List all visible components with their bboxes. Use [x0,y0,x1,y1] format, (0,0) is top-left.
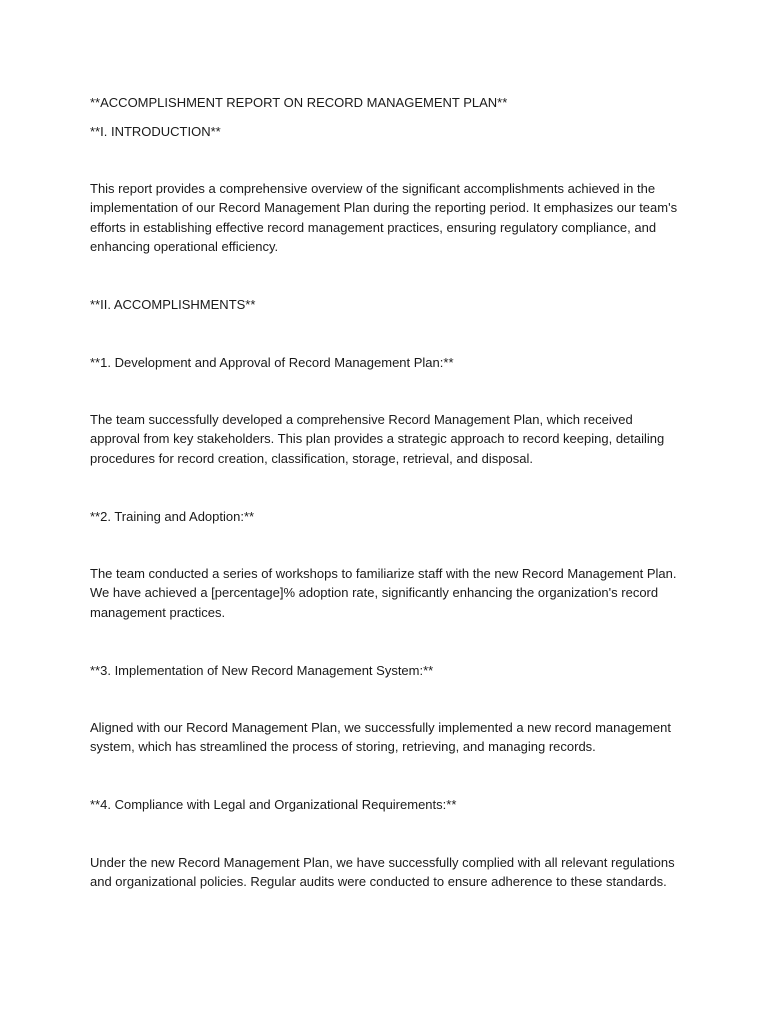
intro-heading: **I. INTRODUCTION** [90,124,221,139]
item-2-paragraph: The team conducted a series of workshops to familiarize staff with the new Record Management Plan. We have achieved a [percentage]% adoption rate, significantly enhancing the organization's record management practices. [90,566,677,620]
item-3-paragraph: Aligned with our Record Management Plan, we successfully implemented a new record management system, which has streamlined the process of storing, retrieving, and managing records. [90,720,671,755]
accomplishments-heading: **II. ACCOMPLISHMENTS** [90,297,256,312]
item-4-paragraph: Under the new Record Management Plan, we have successfully complied with all relevant regulations and organizational policies. Regular audits were conducted to ensure adherence to these standards. [90,855,675,890]
item-3-heading: **3. Implementation of New Record Management System:** [90,663,434,678]
item-1-paragraph: The team successfully developed a comprehensive Record Management Plan, which received approval from key stakeholders. This plan provides a strategic approach to record keeping, detailing procedures for record creation, classification, storage, retrieval, and disposal. [90,412,665,466]
item-4-heading: **4. Compliance with Legal and Organizational Requirements:** [90,797,457,812]
document-title: **ACCOMPLISHMENT REPORT ON RECORD MANAGEMENT PLAN** [90,95,508,110]
intro-paragraph: This report provides a comprehensive overview of the significant accomplishments achieved in the implementation of our Record Management Plan during the reporting period. It emphasizes our team's efforts in establishing effective record management practices, ensuring regulatory compliance, and enhancing operational efficiency. [90,181,678,255]
item-1-heading: **1. Development and Approval of Record Management Plan:** [90,355,454,370]
item-2-heading: **2. Training and Adoption:** [90,509,255,524]
